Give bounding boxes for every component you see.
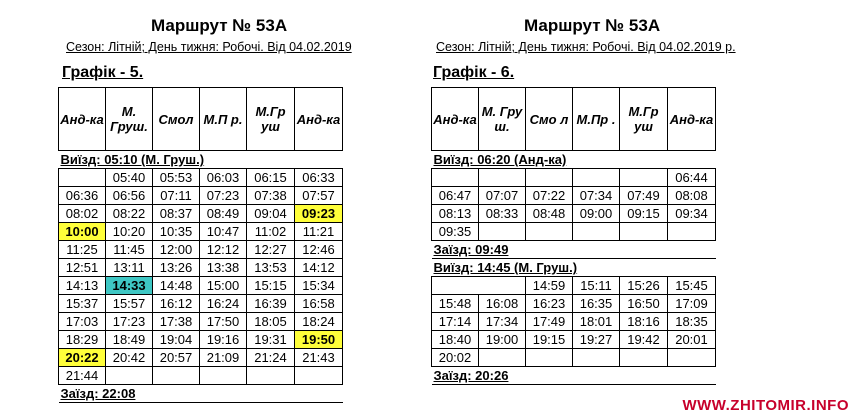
time-cell: 12:27 bbox=[247, 241, 295, 259]
time-cell bbox=[295, 367, 343, 385]
time-cell: 18:49 bbox=[106, 331, 153, 349]
stop-header: М.Гр уш bbox=[620, 88, 668, 151]
time-cell: 15:15 bbox=[247, 277, 295, 295]
time-cell: 08:02 bbox=[59, 205, 106, 223]
time-cell: 15:45 bbox=[668, 277, 716, 295]
time-cell: 06:03 bbox=[200, 169, 247, 187]
time-cell: 05:40 bbox=[106, 169, 153, 187]
time-cell bbox=[200, 367, 247, 385]
time-cell: 15:37 bbox=[59, 295, 106, 313]
table-row bbox=[432, 331, 716, 349]
time-cell: 19:15 bbox=[526, 331, 573, 349]
time-cell: 06:33 bbox=[295, 169, 343, 187]
trip-note-row bbox=[59, 151, 343, 169]
time-cell: 21:44 bbox=[59, 367, 106, 385]
table-row bbox=[432, 349, 716, 367]
time-cell: 16:24 bbox=[200, 295, 247, 313]
time-cell: 21:09 bbox=[200, 349, 247, 367]
time-cell: 07:57 bbox=[295, 187, 343, 205]
time-cell: 20:02 bbox=[432, 349, 479, 367]
time-cell bbox=[247, 367, 295, 385]
time-cell bbox=[479, 169, 526, 187]
time-cell: 09:35 bbox=[432, 223, 479, 241]
time-cell: 14:13 bbox=[59, 277, 106, 295]
time-cell: 13:38 bbox=[200, 259, 247, 277]
time-cell: 07:07 bbox=[479, 187, 526, 205]
stop-header: М. Гру ш. bbox=[479, 88, 526, 151]
time-cell: 19:42 bbox=[620, 331, 668, 349]
time-cell: 08:22 bbox=[106, 205, 153, 223]
time-cell: 17:49 bbox=[526, 313, 573, 331]
time-cell: 16:23 bbox=[526, 295, 573, 313]
stop-header: М.Гр уш bbox=[247, 88, 295, 151]
time-cell bbox=[573, 169, 620, 187]
time-cell: 14:59 bbox=[526, 277, 573, 295]
table-row bbox=[432, 295, 716, 313]
time-cell: 16:58 bbox=[295, 295, 343, 313]
time-cell: 06:47 bbox=[432, 187, 479, 205]
right-grafik-label: Графік - 6. bbox=[433, 64, 515, 81]
time-cell: 17:03 bbox=[59, 313, 106, 331]
time-cell: 11:25 bbox=[59, 241, 106, 259]
time-cell bbox=[106, 367, 153, 385]
time-cell: 10:20 bbox=[106, 223, 153, 241]
time-cell: 18:05 bbox=[247, 313, 295, 331]
time-cell: 20:01 bbox=[668, 331, 716, 349]
time-cell: 11:21 bbox=[295, 223, 343, 241]
time-cell: 12:00 bbox=[153, 241, 200, 259]
time-cell bbox=[573, 223, 620, 241]
stop-header: Смо л bbox=[526, 88, 573, 151]
table-row bbox=[432, 223, 716, 241]
table-row bbox=[59, 277, 343, 295]
time-cell: 21:24 bbox=[247, 349, 295, 367]
time-cell: 15:34 bbox=[295, 277, 343, 295]
time-cell: 07:11 bbox=[153, 187, 200, 205]
stop-header: Анд-ка bbox=[59, 88, 106, 151]
time-cell: 13:11 bbox=[106, 259, 153, 277]
left-season-line: Сезон: Літній; День тижня: Робочі. Від 04.02.2019 bbox=[66, 40, 352, 54]
time-cell: 17:38 bbox=[153, 313, 200, 331]
time-cell: 18:24 bbox=[295, 313, 343, 331]
time-cell: 12:51 bbox=[59, 259, 106, 277]
time-cell: 09:15 bbox=[620, 205, 668, 223]
time-cell: 07:38 bbox=[247, 187, 295, 205]
time-cell: 08:08 bbox=[668, 187, 716, 205]
time-cell: 10:47 bbox=[200, 223, 247, 241]
table-row bbox=[59, 313, 343, 331]
table-row bbox=[432, 313, 716, 331]
time-cell bbox=[620, 169, 668, 187]
table-row bbox=[432, 187, 716, 205]
time-cell: 20:22 bbox=[59, 349, 106, 367]
time-cell: 06:36 bbox=[59, 187, 106, 205]
time-cell bbox=[526, 223, 573, 241]
time-cell: 09:34 bbox=[668, 205, 716, 223]
stop-header: М.П р. bbox=[200, 88, 247, 151]
time-cell: 16:12 bbox=[153, 295, 200, 313]
time-cell: 08:37 bbox=[153, 205, 200, 223]
time-cell bbox=[620, 349, 668, 367]
table-row bbox=[59, 331, 343, 349]
left-grafik-label: Графік - 5. bbox=[62, 64, 144, 81]
time-cell bbox=[479, 223, 526, 241]
trip-note-row bbox=[59, 385, 343, 403]
table-row bbox=[59, 259, 343, 277]
time-cell: 19:27 bbox=[573, 331, 620, 349]
table-row bbox=[59, 187, 343, 205]
time-cell: 18:01 bbox=[573, 313, 620, 331]
trip-note: Виїзд: 05:10 (М. Груш.) bbox=[59, 151, 343, 169]
trip-note: Заїзд: 22:08 bbox=[59, 385, 343, 403]
time-cell: 14:12 bbox=[295, 259, 343, 277]
time-cell bbox=[526, 169, 573, 187]
time-cell: 08:33 bbox=[479, 205, 526, 223]
time-cell: 18:16 bbox=[620, 313, 668, 331]
time-cell: 14:33 bbox=[106, 277, 153, 295]
time-cell: 09:04 bbox=[247, 205, 295, 223]
time-cell: 10:35 bbox=[153, 223, 200, 241]
time-cell bbox=[668, 223, 716, 241]
stop-header: Анд-ка bbox=[668, 88, 716, 151]
time-cell: 07:34 bbox=[573, 187, 620, 205]
time-cell: 08:48 bbox=[526, 205, 573, 223]
time-cell: 16:35 bbox=[573, 295, 620, 313]
time-cell bbox=[59, 169, 106, 187]
time-cell: 19:31 bbox=[247, 331, 295, 349]
right-header-row bbox=[432, 88, 716, 151]
time-cell: 17:14 bbox=[432, 313, 479, 331]
right-schedule-table bbox=[431, 87, 716, 385]
time-cell: 15:26 bbox=[620, 277, 668, 295]
time-cell: 17:23 bbox=[106, 313, 153, 331]
time-cell: 06:44 bbox=[668, 169, 716, 187]
left-header-row bbox=[59, 88, 343, 151]
time-cell: 16:39 bbox=[247, 295, 295, 313]
table-row bbox=[59, 349, 343, 367]
time-cell bbox=[668, 349, 716, 367]
right-route-title: Маршрут № 53А bbox=[524, 16, 661, 35]
time-cell: 15:00 bbox=[200, 277, 247, 295]
time-cell: 10:00 bbox=[59, 223, 106, 241]
time-cell bbox=[432, 277, 526, 295]
time-cell: 07:22 bbox=[526, 187, 573, 205]
table-row bbox=[59, 241, 343, 259]
time-cell: 06:15 bbox=[247, 169, 295, 187]
time-cell: 15:11 bbox=[573, 277, 620, 295]
time-cell: 18:35 bbox=[668, 313, 716, 331]
stop-header: М. Груш. bbox=[106, 88, 153, 151]
table-row bbox=[432, 169, 716, 187]
time-cell: 20:42 bbox=[106, 349, 153, 367]
time-cell: 09:23 bbox=[295, 205, 343, 223]
time-cell bbox=[526, 349, 573, 367]
table-row bbox=[59, 169, 343, 187]
time-cell: 20:57 bbox=[153, 349, 200, 367]
time-cell: 15:48 bbox=[432, 295, 479, 313]
time-cell bbox=[620, 223, 668, 241]
table-row bbox=[59, 295, 343, 313]
time-cell: 13:53 bbox=[247, 259, 295, 277]
right-season-line: Сезон: Літній; День тижня: Робочі. Від 04.02.2019 р. bbox=[436, 40, 736, 54]
trip-note: Заїзд: 09:49 bbox=[432, 241, 716, 259]
trip-note: Заїзд: 20:26 bbox=[432, 367, 716, 385]
time-cell bbox=[432, 169, 479, 187]
time-cell: 08:49 bbox=[200, 205, 247, 223]
trip-note-row bbox=[432, 367, 716, 385]
time-cell: 11:02 bbox=[247, 223, 295, 241]
time-cell bbox=[573, 349, 620, 367]
trip-note: Виїзд: 06:20 (Анд-ка) bbox=[432, 151, 716, 169]
time-cell bbox=[153, 367, 200, 385]
time-cell: 08:13 bbox=[432, 205, 479, 223]
time-cell: 12:46 bbox=[295, 241, 343, 259]
trip-note: Виїзд: 14:45 (М. Груш.) bbox=[432, 259, 716, 277]
stop-header: М.Пр . bbox=[573, 88, 620, 151]
time-cell: 21:43 bbox=[295, 349, 343, 367]
left-route-title: Маршрут № 53А bbox=[151, 16, 288, 35]
time-cell: 12:12 bbox=[200, 241, 247, 259]
trip-note-row bbox=[432, 241, 716, 259]
time-cell: 16:50 bbox=[620, 295, 668, 313]
time-cell: 07:23 bbox=[200, 187, 247, 205]
trip-note-row bbox=[432, 151, 716, 169]
time-cell: 14:48 bbox=[153, 277, 200, 295]
table-row bbox=[59, 367, 343, 385]
time-cell bbox=[479, 349, 526, 367]
time-cell: 06:56 bbox=[106, 187, 153, 205]
time-cell: 19:00 bbox=[479, 331, 526, 349]
time-cell: 16:08 bbox=[479, 295, 526, 313]
time-cell: 09:00 bbox=[573, 205, 620, 223]
time-cell: 18:29 bbox=[59, 331, 106, 349]
stop-header: Анд-ка bbox=[295, 88, 343, 151]
time-cell: 05:53 bbox=[153, 169, 200, 187]
stop-header: Анд-ка bbox=[432, 88, 479, 151]
time-cell: 19:50 bbox=[295, 331, 343, 349]
table-row bbox=[59, 223, 343, 241]
table-row bbox=[59, 205, 343, 223]
watermark: WWW.ZHITOMIR.INFO bbox=[682, 397, 849, 414]
time-cell: 07:49 bbox=[620, 187, 668, 205]
time-cell: 18:40 bbox=[432, 331, 479, 349]
table-row bbox=[432, 277, 716, 295]
time-cell: 17:34 bbox=[479, 313, 526, 331]
trip-note-row bbox=[432, 259, 716, 277]
time-cell: 19:16 bbox=[200, 331, 247, 349]
time-cell: 17:09 bbox=[668, 295, 716, 313]
time-cell: 13:26 bbox=[153, 259, 200, 277]
stop-header: Смол bbox=[153, 88, 200, 151]
left-schedule-table bbox=[58, 87, 343, 403]
table-row bbox=[432, 205, 716, 223]
time-cell: 19:04 bbox=[153, 331, 200, 349]
time-cell: 11:45 bbox=[106, 241, 153, 259]
time-cell: 17:50 bbox=[200, 313, 247, 331]
time-cell: 15:57 bbox=[106, 295, 153, 313]
